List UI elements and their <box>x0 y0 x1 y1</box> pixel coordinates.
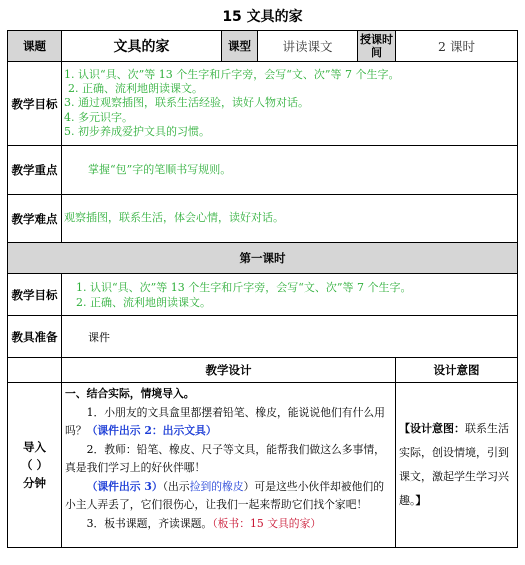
type-value: 讲读课文 <box>258 31 358 62</box>
p3-note: （课件出示 3） <box>86 479 163 493</box>
goal-item: 3. 通过观察插图，联系生活经验，读好人物对话。 <box>64 96 309 110</box>
key-points-label: 教学重点 <box>8 146 62 195</box>
blank-cell <box>8 358 62 383</box>
topic-value: 文具的家 <box>62 31 222 62</box>
lesson1-goals-content <box>62 274 518 316</box>
paragraph-1 <box>65 404 392 441</box>
intro-label-line: （ ） <box>20 458 48 472</box>
goal-item: 2. 正确、流利地朗读课文。 <box>68 82 203 96</box>
intent-close: 】 <box>415 494 427 507</box>
intro-label-line: 导入 <box>23 440 46 454</box>
lesson1-goals-label: 教学目标 <box>8 274 62 316</box>
p1-note: （课件出示 2：出示文具） <box>86 424 217 437</box>
p3-highlight: 捡到的橡皮 <box>189 479 244 493</box>
lesson1-banner: 第一课时 <box>8 243 518 274</box>
paragraph-4 <box>65 515 392 534</box>
materials-text: 课件 <box>62 316 518 358</box>
design-header: 教学设计 <box>62 358 396 383</box>
topic-label: 课题 <box>8 31 62 62</box>
goals-content <box>62 62 518 146</box>
intent-header: 设计意图 <box>396 358 518 383</box>
section-title: 一、结合实际，情境导入。 <box>65 387 195 400</box>
intro-label <box>8 383 62 548</box>
paragraph-2: 2．教师：铅笔、橡皮、尺子等文具，能帮我们做这么多事情，真是我们学习上的好伙伴哪！ <box>65 442 385 474</box>
p4-text: 3．板书课题，齐读课题。 <box>86 516 213 530</box>
p3-post: ）可是这些小伙伴却被他们的小主人弄丢了，它们很伤心，让我们一起来帮助它们找个家吧！ <box>65 479 384 511</box>
goals-label: 教学目标 <box>8 62 62 146</box>
intent-content <box>396 383 518 548</box>
materials-label: 教具准备 <box>8 316 62 358</box>
paragraph-3 <box>65 478 392 515</box>
difficulties-label: 教学难点 <box>8 195 62 243</box>
goal-item: 1. 认识“具、次”等 13 个生字和斤字旁，会写“文、次”等 7 个生字。 <box>64 67 400 81</box>
intent-label: 【设计意图： <box>399 422 465 435</box>
hours-label: 授课时间 <box>358 31 396 62</box>
intent-text: 联系生活实际，创设情境，引到课文，激起学生学习兴趣。 <box>399 422 509 507</box>
document-title: 15 文具的家 <box>222 9 303 25</box>
intro-content <box>62 383 396 548</box>
p4-note: （板书：15 文具的家） <box>212 516 322 530</box>
goal-item: 2. 正确、流利地朗读课文。 <box>76 295 211 309</box>
p3-pre: （出示 <box>162 479 190 493</box>
difficulties-text: 观察插图，联系生活，体会心情，读好对话。 <box>62 195 518 243</box>
goal-item: 5. 初步养成爱护文具的习惯。 <box>64 124 210 138</box>
hours-value: 2 课时 <box>396 31 518 62</box>
goal-item: 1. 认识“具、次”等 13 个生字和斤字旁，会写“文、次”等 7 个生字。 <box>76 280 412 294</box>
p1-text: 1．小朋友的文具盒里都摆着铅笔、橡皮，能说说他们有什么用吗？ <box>65 405 385 437</box>
goal-item: 4. 多元识字。 <box>64 110 133 124</box>
lesson-plan-table <box>7 30 518 548</box>
type-label: 课型 <box>222 31 258 62</box>
intro-label-line: 分钟 <box>23 476 46 490</box>
key-points-text: 掌握“包”字的笔顺书写规则。 <box>62 146 518 195</box>
